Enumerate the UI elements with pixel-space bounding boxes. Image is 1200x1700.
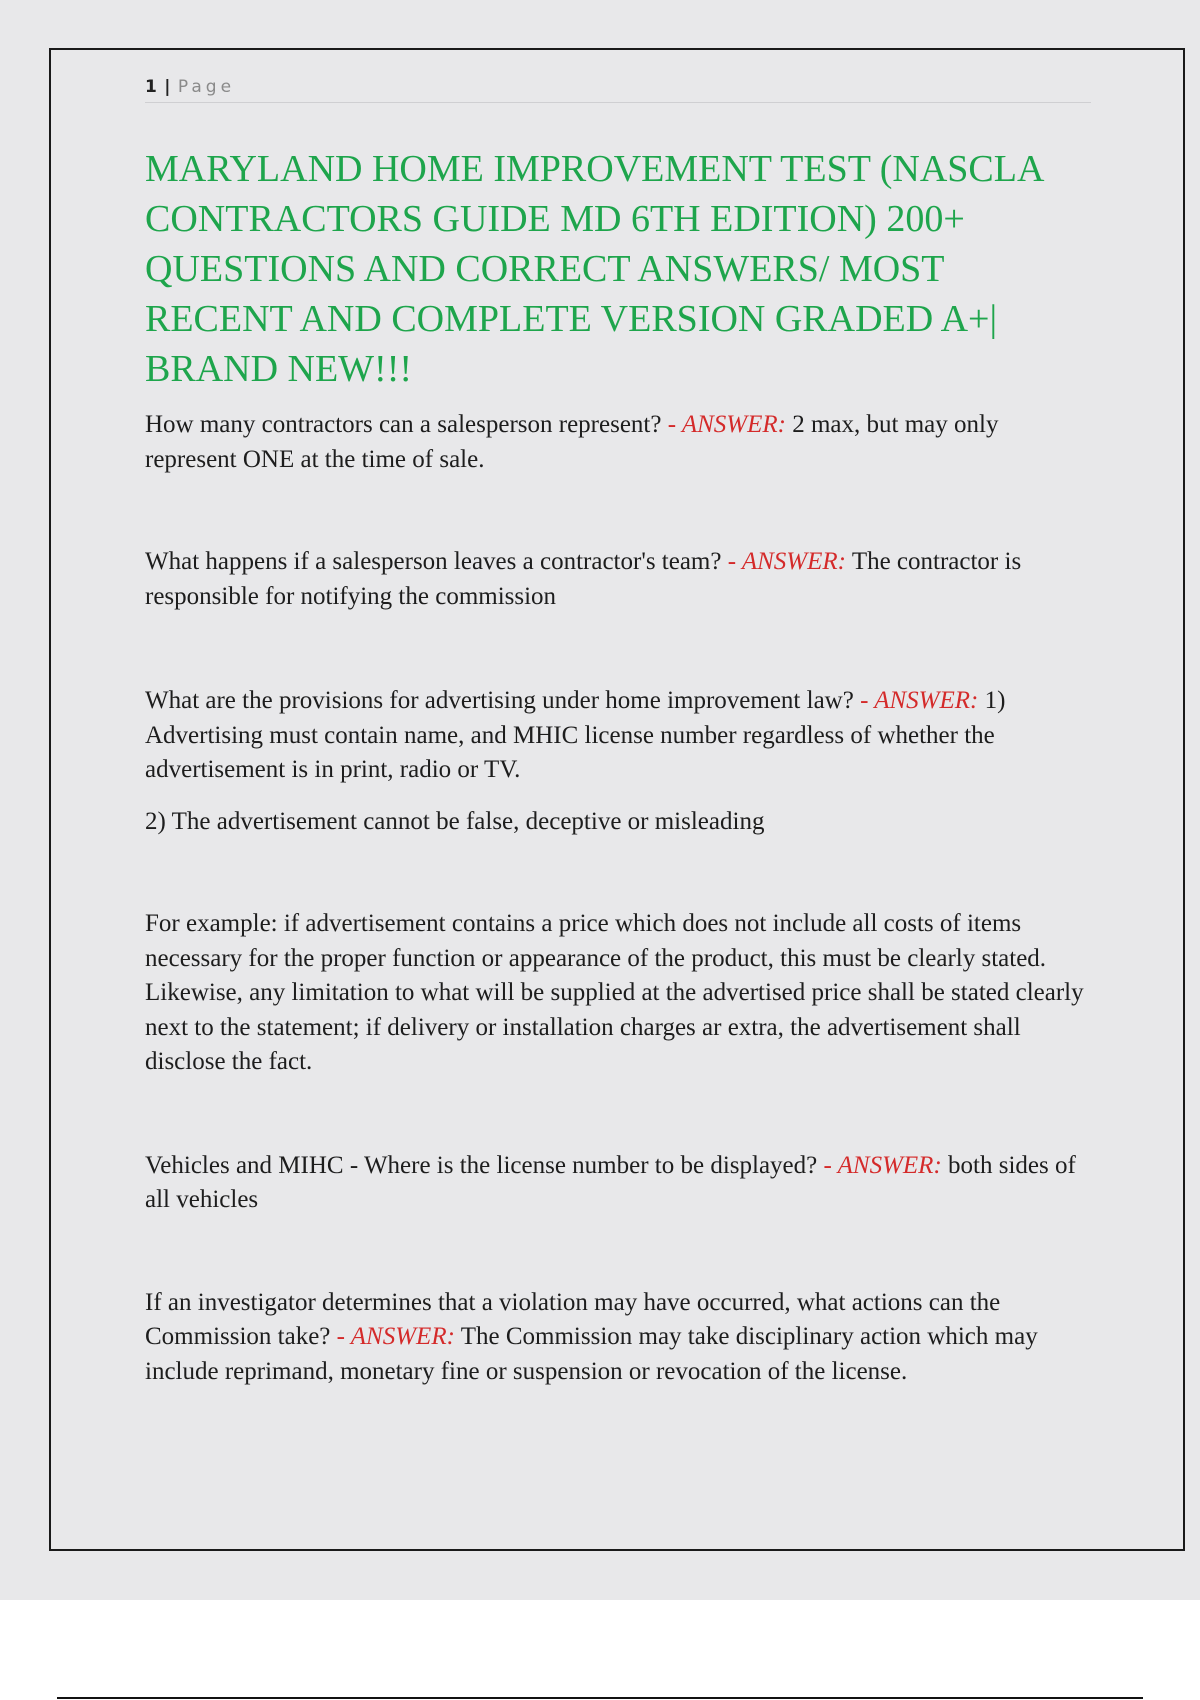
answer-continuation: For example: if advertisement contains a price which does not include all costs of items necessary for the proper function or appearance of the product, this must be clearly stated. Likewise, any limitation to what will be supplied at the advertised price shall be stated clearly next to the statement; if delivery or installation charges ar extra, the advertisement shall disclose the fact. — [145, 910, 1084, 1075]
answer-marker: - ANSWER: — [823, 1151, 942, 1179]
qa-item — [145, 1149, 1095, 1218]
answer-marker: - ANSWER: — [667, 411, 786, 438]
answer-continuation: 2) The advertisement cannot be false, deceptive or misleading — [145, 807, 765, 835]
page-label: Page — [177, 77, 236, 97]
qa-item — [145, 408, 1095, 477]
document-title: MARYLAND HOME IMPROVEMENT TEST (NASCLA CONTRACTORS GUIDE MD 6TH EDITION) 200+ QUESTIONS AND CORRECT ANSWERS/ MOST RECENT AND COMPLETE VERSION GRADED A+| BRAND NEW!!! — [145, 148, 1043, 390]
question-text: What happens if a salesperson leaves a contractor's team? — [145, 548, 722, 575]
page-header-separator: | — [164, 77, 171, 97]
answer-text: The Commission may take disciplinary action which may include reprimand, monetary fine or suspension or revocation of the license. — [145, 1323, 1038, 1385]
answer-text: both sides of all vehicles — [145, 1151, 1076, 1213]
answer-text: The contractor is responsible for notifying the commission — [145, 548, 1022, 610]
document-content — [145, 144, 1095, 1389]
answer-marker: - ANSWER: — [860, 687, 979, 714]
answer-marker: - ANSWER: — [727, 548, 846, 575]
bottom-divider — [57, 1697, 1143, 1699]
question-text: If an investigator determines that a violation may have occurred, what actions can the Commission take? — [145, 1288, 1001, 1350]
question-text: Vehicles and MIHC - Where is the license number to be displayed? — [145, 1151, 818, 1179]
page-number: 1 — [145, 77, 157, 97]
answer-text: 2 max, but may only represent ONE at the time of sale. — [145, 411, 999, 473]
question-text: How many contractors can a salesperson represent? — [145, 411, 662, 438]
answer-text: 1) Advertising must contain name, and MHIC license number regardless of whether the advertisement is in print, radio or TV. — [145, 687, 1006, 783]
answer-marker: - ANSWER: — [336, 1323, 455, 1350]
qa-item — [145, 545, 1095, 614]
page-header — [145, 74, 1091, 103]
qa-item — [145, 1286, 1095, 1390]
qa-item — [145, 684, 1095, 788]
question-text: What are the provisions for advertising under home improvement law? — [145, 687, 854, 714]
